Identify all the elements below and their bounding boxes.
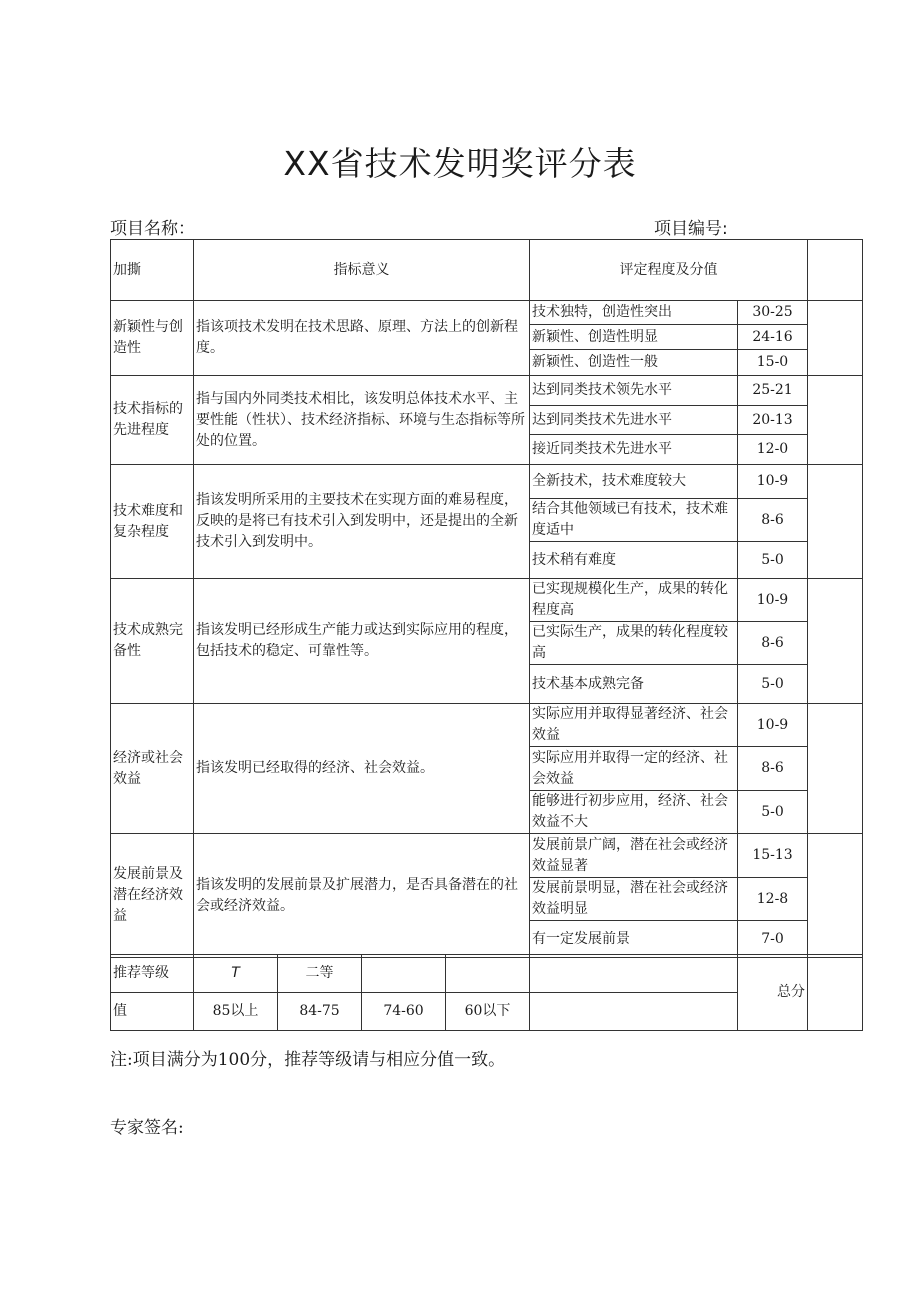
grade-row-label: 推荐等级 (111, 955, 194, 993)
level-desc: 技术稍有难度 (530, 542, 738, 579)
header-blank (808, 240, 863, 301)
score-table (110, 239, 863, 958)
level-desc: 发展前景明显，潜在社会或经济效益明显 (530, 878, 738, 921)
level-score: 10-9 (738, 465, 808, 499)
header-meaning: 指标意义 (194, 240, 530, 301)
criterion-meaning: 指该发明所采用的主要技术在实现方面的难易程度，反映的是将已有技术引入到发明中，还是提出的全新技术引入到发明中。 (194, 465, 530, 579)
grade-value: 74-60 (362, 993, 446, 1031)
grade-value: 60以下 (446, 993, 530, 1031)
level-score: 10-9 (738, 704, 808, 747)
criterion-meaning: 指该项技术发明在技术思路、原理、方法上的创新程度。 (194, 301, 530, 376)
score-entry-cell[interactable] (808, 376, 863, 465)
level-desc: 能够进行初步应用，经济、社会效益不大 (530, 791, 738, 834)
level-desc: 全新技术，技术难度较大 (530, 465, 738, 499)
level-desc: 接近同类技术先进水平 (530, 435, 738, 465)
table-row (111, 834, 863, 878)
criterion-name: 发展前景及潜在经济效益 (111, 834, 194, 958)
level-score: 8-6 (738, 747, 808, 791)
project-name-label: 项目名称： (110, 219, 195, 239)
grade-value: 84-75 (278, 993, 362, 1031)
level-score: 25-21 (738, 376, 808, 406)
criterion-name: 技术难度和复杂程度 (111, 465, 194, 579)
grade-blank-cell[interactable] (530, 993, 738, 1031)
level-score: 12-0 (738, 435, 808, 465)
header-level-score: 评定程度及分值 (530, 240, 808, 301)
criterion-meaning: 指该发明已经形成生产能力或达到实际应用的程度，包括技术的稳定、可靠性等。 (194, 579, 530, 704)
level-score: 30-25 (738, 301, 808, 325)
criterion-name: 技术成熟完备性 (111, 579, 194, 704)
score-entry-cell[interactable] (808, 834, 863, 958)
criterion-meaning: 指该发明已经取得的经济、社会效益。 (194, 704, 530, 834)
level-desc: 技术基本成熟完备 (530, 665, 738, 704)
grade-row-label: 值 (111, 993, 194, 1031)
table-header-row (111, 240, 863, 301)
expert-signature-label: 专家签名: (110, 1118, 184, 1138)
grade-blank-cell[interactable] (530, 955, 738, 993)
table-row (111, 301, 863, 325)
score-entry-cell[interactable] (808, 301, 863, 376)
level-score: 15-13 (738, 834, 808, 878)
criterion-name: 技术指标的先进程度 (111, 376, 194, 465)
table-row (111, 704, 863, 747)
level-score: 8-6 (738, 622, 808, 665)
grade-value: 85以上 (194, 993, 278, 1031)
level-desc: 新颖性、创造性一般 (530, 350, 738, 376)
criterion-meaning: 指与国内外同类技术相比，该发明总体技术水平、主要性能（性状）、技术经济指标、环境与生态指标等所处的位置。 (194, 376, 530, 465)
level-desc: 有一定发展前景 (530, 921, 738, 958)
criterion-name: 新颖性与创造性 (111, 301, 194, 376)
level-desc: 技术独特，创造性突出 (530, 301, 738, 325)
grade-level (446, 955, 530, 993)
grade-level (362, 955, 446, 993)
level-desc: 达到同类技术领先水平 (530, 376, 738, 406)
table-row (111, 376, 863, 406)
level-desc: 发展前景广阔，潜在社会或经济效益显著 (530, 834, 738, 878)
grade-table (110, 954, 863, 1031)
page-title: XX省技术发明奖评分表 (283, 144, 637, 183)
level-score: 5-0 (738, 542, 808, 579)
score-entry-cell[interactable] (808, 579, 863, 704)
criterion-name: 经济或社会效益 (111, 704, 194, 834)
grade-level: 二等 (278, 955, 362, 993)
level-score: 5-0 (738, 791, 808, 834)
level-desc: 实际应用并取得一定的经济、社会效益 (530, 747, 738, 791)
grade-level: T (194, 955, 278, 993)
grade-level-row (111, 955, 863, 993)
header-category: 加撕 (111, 240, 194, 301)
level-score: 20-13 (738, 406, 808, 435)
level-score: 15-0 (738, 350, 808, 376)
score-entry-cell[interactable] (808, 465, 863, 579)
level-score: 8-6 (738, 499, 808, 542)
level-score: 7-0 (738, 921, 808, 958)
level-desc: 已实际生产，成果的转化程度较高 (530, 622, 738, 665)
level-desc: 新颖性、创造性明显 (530, 325, 738, 350)
table-row (111, 465, 863, 499)
project-number-label: 项目编号: (654, 219, 728, 239)
level-desc: 实际应用并取得显著经济、社会效益 (530, 704, 738, 747)
criterion-meaning: 指该发明的发展前景及扩展潜力，是否具备潜在的社会或经济效益。 (194, 834, 530, 958)
level-score: 10-9 (738, 579, 808, 622)
level-score: 24-16 (738, 325, 808, 350)
level-desc: 已实现规模化生产，成果的转化程度高 (530, 579, 738, 622)
total-score-label: 总分 (738, 955, 808, 1031)
score-entry-cell[interactable] (808, 704, 863, 834)
footnote: 注:项目满分为100分，推荐等级请与相应分值一致。 (110, 1050, 506, 1070)
level-score: 5-0 (738, 665, 808, 704)
table-row (111, 579, 863, 622)
level-score: 12-8 (738, 878, 808, 921)
total-score-entry[interactable] (808, 955, 863, 1031)
level-desc: 结合其他领域已有技术，技术难度适中 (530, 499, 738, 542)
level-desc: 达到同类技术先进水平 (530, 406, 738, 435)
